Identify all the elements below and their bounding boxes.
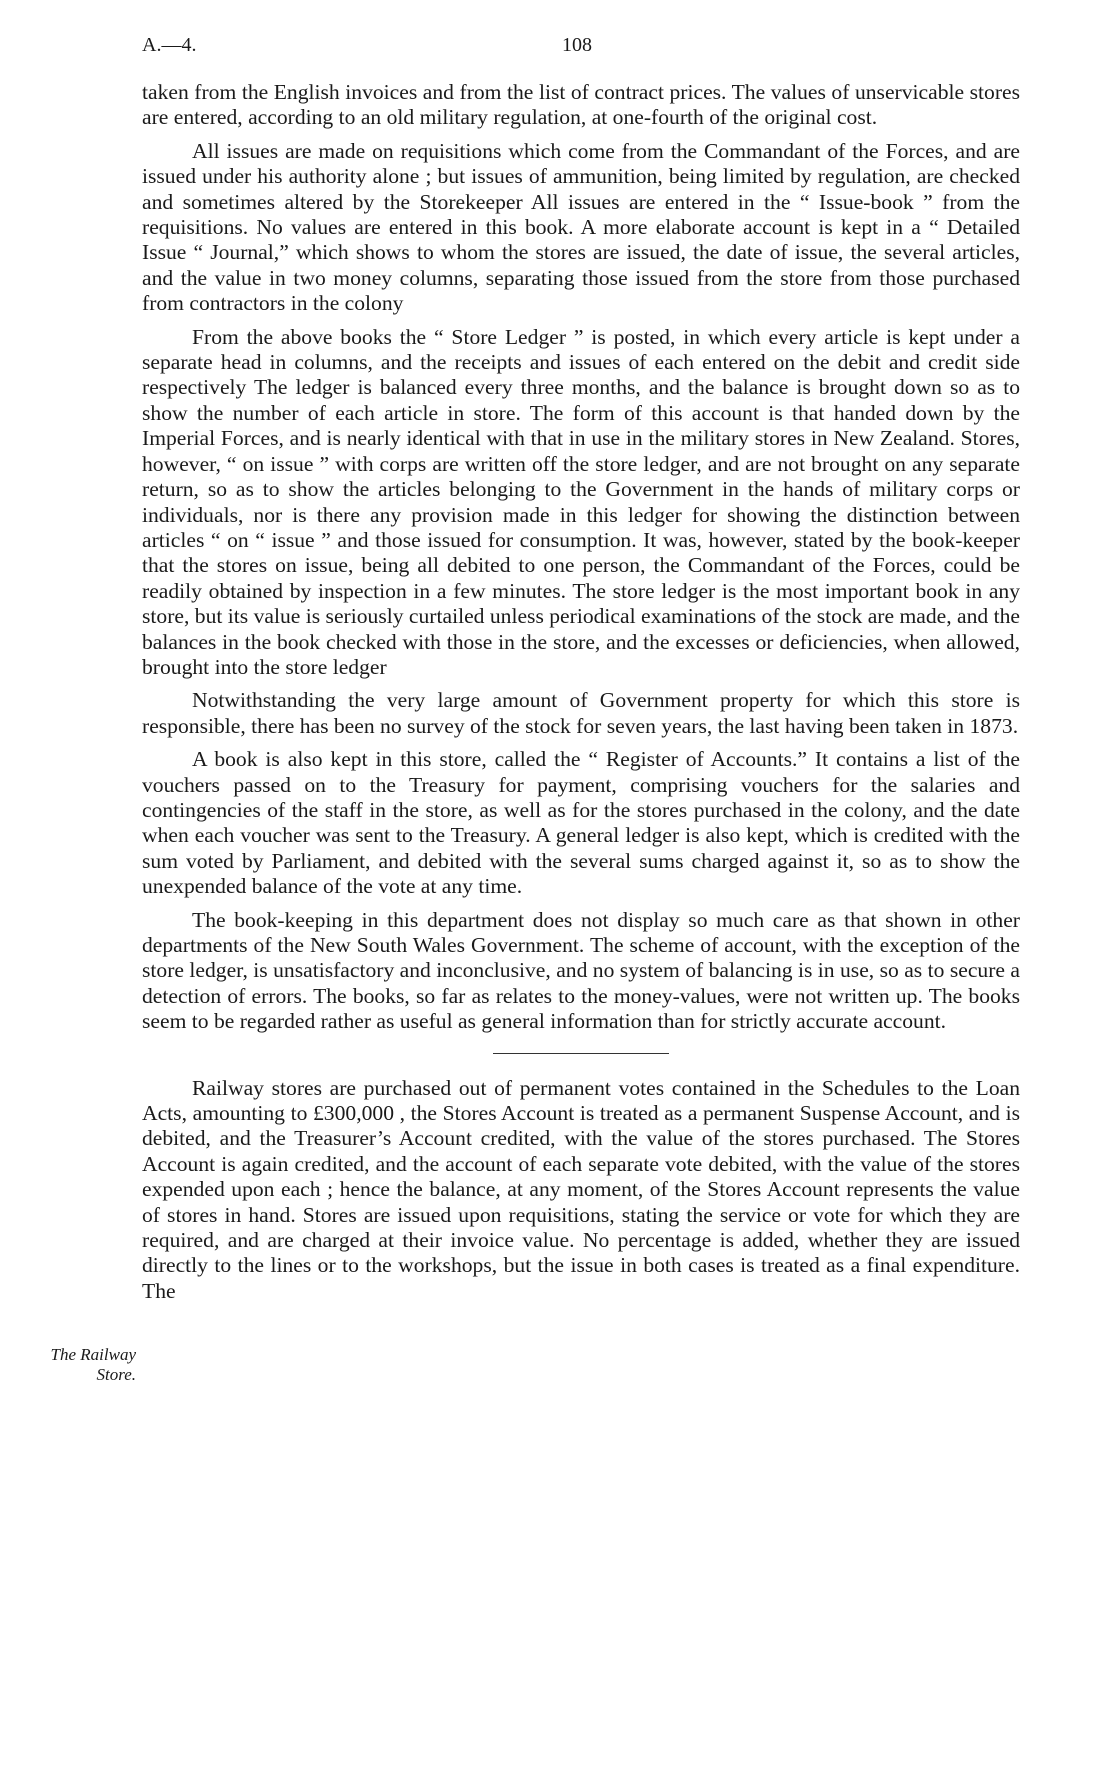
paragraph-issues: All issues are made on requisitions which come from the Commandant of the Forces, and are issued under his authority alone ; but issues of ammunition, being limited by regulation, are checked and sometimes altered by the Storekeeper All issues are entered in the “ Issue-book ” from the requisitions. No values are entered in this book. A more elaborate account is kept in a “ Detailed Issue “ Journal,” which shows to whom the stores are issued, the date of issue, the several articles, and the value in two money columns, separating those issued from the store from those purchased from contractors in the colony xyxy=(142,138,1020,316)
paragraph-store-ledger: From the above books the “ Store Ledger ” is posted, in which every article is kept under a separate head in columns, and the receipts and issues of each entered on the debit and credit side respectively The ledger is balanced every three months, and the balance is brought down so as to show the number of each article in store. The form of this account is that handed down by the Imperial Forces, and is nearly identical with that in use in the military stores in New Zealand. Stores, however, “ on issue ” with corps are written off the store ledger, and are not brought on any separate return, so as to show the articles belonging to the Government in the hands of military corps or individuals, nor is there any provision made in this ledger for showing the distinction between articles “ on “ issue ” and those issued for consumption. It was, however, stated by the book-keeper that the stores on issue, being all debited to one person, the Commandant of the Forces, could be readily obtained by inspection in a few minutes. The store ledger is the most important book in any store, but its value is seriously curtailed unless periodical examinations of the stock are made, and the balances in the book checked with those in the store, and the excesses or deficiencies, when allowed, brought into the store ledger xyxy=(142,324,1020,679)
margin-note-railway-store xyxy=(18,1345,136,1385)
body-text xyxy=(142,80,1020,1312)
page-number: 108 xyxy=(562,34,592,56)
page-header xyxy=(142,34,1020,60)
paragraph-register-of-accounts: A book is also kept in this store, called the “ Register of Accounts.” It contains a list of the vouchers passed on to the Treasury for payment, comprising vouchers for the salaries and contingencies of the staff in the store, as well as for the stores purchased in the colony, and the date when each voucher was sent to the Treasury. A general ledger is also kept, which is credited with the sum voted by Parliament, and debited with the several sums charged against it, so as to show the unexpended balance of the vote at any time. xyxy=(142,747,1020,899)
section-divider xyxy=(493,1053,669,1054)
paragraph-survey: Notwithstanding the very large amount of Government property for which this store is responsible, there has been no survey of the stock for seven years, the last having been taken in 1873. xyxy=(142,688,1020,738)
paragraph-continuation: taken from the English invoices and from the list of contract prices. The values of unservicable stores are entered, according to an old military regulation, at one-fourth of the original cost. xyxy=(142,80,1020,130)
margin-note-line: The Railway xyxy=(50,1345,136,1364)
document-code: A.—4. xyxy=(142,34,197,56)
paragraph-railway-store: Railway stores are purchased out of permanent votes contained in the Schedules to the Loan Acts, amounting to £300,000 , the Stores Account is treated as a permanent Suspense Account, and is debited, and the Treasurer’s Account credited, with the value of the stores purchased. The Stores Account is again credited, and the account of each separate vote debited, with the value of the stores expended upon each ; hence the balance, at any moment, of the Stores Account represents the value of stores in hand. Stores are issued upon requisitions, stating the service or vote for which they are required, and are charged at their invoice value. No percentage is added, whether they are issued directly to the lines or to the workshops, but the issue in both cases is treated as a final expenditure. The xyxy=(142,1075,1020,1303)
paragraph-book-keeping: The book-keeping in this department does not display so much care as that shown in other departments of the New South Wales Government. The scheme of account, with the exception of the store ledger, is unsatisfactory and inconclusive, and no system of balancing is in use, so as to secure a detection of errors. The books, so far as relates to the money-values, were not written up. The books seem to be regarded rather as useful as general information than for strictly accurate account. xyxy=(142,907,1020,1034)
margin-note-line: Store. xyxy=(96,1365,136,1384)
